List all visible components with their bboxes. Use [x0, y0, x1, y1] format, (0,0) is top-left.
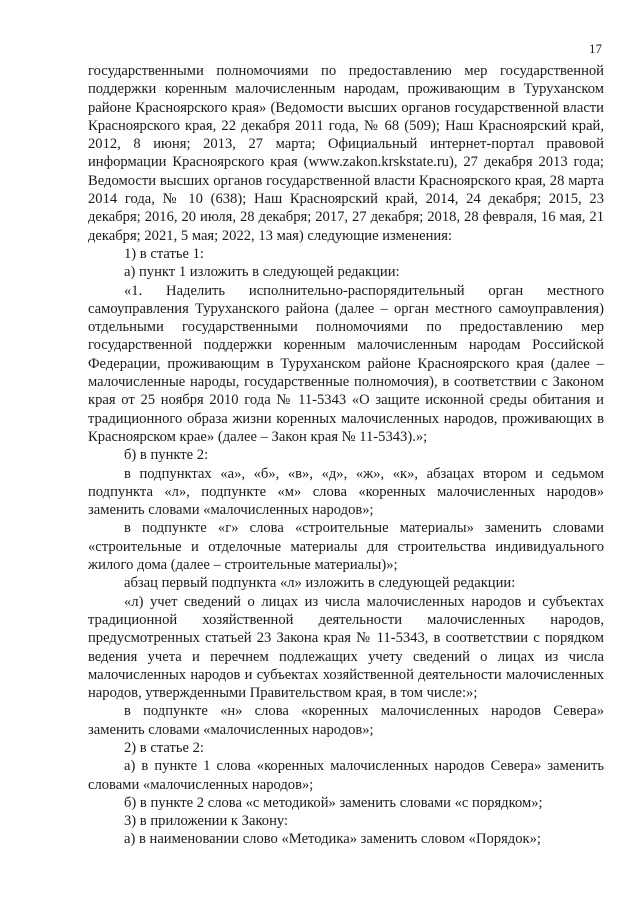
paragraph-4: «1. Наделить исполнительно-распорядительный орган местного самоуправления Туруханского района (далее – орган местного самоуправления) отдельными государственными полномочиями по предоставлению мер государственной поддержки коренным малочисленным народам Российской Федерации, проживающим в Туруханском районе Красноярского края (далее – малочисленные народы, государственные полномочия), в соответствии с Законом края от 25 ноября 2010 года № 11-5343 «О защите исконной среды обитания и традиционного образа жизни коренных малочисленных народов, проживающих в Красноярском крае» (далее – Закон края № 11-5343).»; — [88, 282, 604, 445]
paragraph-7: в подпункте «г» слова «строительные материалы» заменить словами «строительные и отделочные материалы для строительства индивидуального жилого дома (далее – строительные материалы)»; — [88, 520, 604, 574]
paragraph-8: абзац первый подпункта «л» изложить в следующей редакции: — [124, 575, 516, 592]
paragraph-6: в подпунктах «а», «б», «в», «д», «ж», «к», абзацах втором и седьмом подпункта «л», подпункте «м» слова «коренных малочисленных народов» заменить словами «малочисленных народов»; — [88, 465, 604, 519]
paragraph-3: а) пункт 1 изложить в следующей редакции: — [124, 264, 400, 281]
document-body — [88, 62, 604, 849]
paragraph-1: государственными полномочиями по предоставлению мер государственной поддержки коренным малочисленным народам, проживающим в Туруханском районе Красноярского края» (Ведомости высших органов государственной власти Красноярского края, 22 декабря 2011 года, № 68 (509); Наш Красноярский край, 2012, 8 июня; 2013, 27 марта; Официальный интернет-портал правовой информации Красноярского края (www.zakon.krskstate.ru), 27 декабря 2013 года; Ведомости высших органов государственной власти Красноярского края, 28 марта 2014 года, № 10 (638); Наш Красноярский край, 2014, 24 декабря; 2015, 23 декабря; 2016, 20 июля, 28 декабря; 2017, 27 декабря; 2018, 28 февраля, 16 мая, 21 декабря; 2021, 5 мая; 2022, 13 мая) следующие изменения: — [88, 63, 604, 244]
paragraph-13: б) в пункте 2 слова «с методикой» заменить словами «с порядком»; — [124, 794, 543, 811]
paragraph-9: «л) учет сведений о лицах из числа малочисленных народов и субъектах традиционной хозяйственной деятельности малочисленных народов, предусмотренных статьей 23 Закона края № 11-5343, в соответствии с порядком ведения учета и перечнем подлежащих учету сведений о лицах из числа малочисленных народов и субъектах хозяйственной деятельности малочисленных народов, утвержденными Правительством края, в том числе:»; — [88, 593, 604, 702]
paragraph-11: 2) в статье 2: — [124, 739, 204, 756]
paragraph-15: а) в наименовании слово «Методика» заменить словом «Порядок»; — [124, 831, 541, 848]
paragraph-5: б) в пункте 2: — [124, 447, 209, 464]
paragraph-2: 1) в статье 1: — [124, 245, 204, 262]
paragraph-10: в подпункте «н» слова «коренных малочисленных народов Севера» заменить словами «малочисленных народов»; — [88, 703, 604, 738]
page-number: 17 — [589, 41, 602, 56]
paragraph-14: 3) в приложении к Закону: — [124, 813, 289, 830]
paragraph-12: а) в пункте 1 слова «коренных малочисленных народов Севера» заменить словами «малочисленных народов»; — [88, 758, 604, 793]
